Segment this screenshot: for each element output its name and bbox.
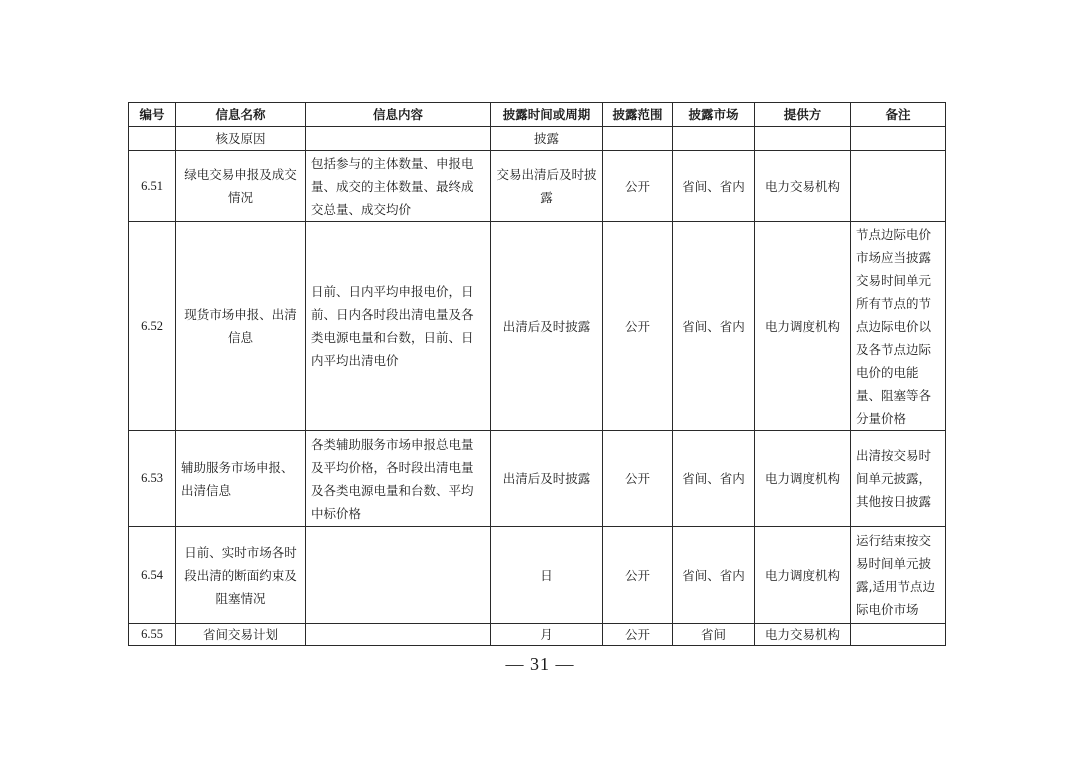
cell-info-content: 包括参与的主体数量、申报电量、成交的主体数量、最终成交总量、成交均价: [306, 151, 491, 222]
cell-number: 6.54: [129, 527, 176, 624]
cell-info-content: 日前、日内平均申报电价，日前、日内各时段出清电量及各类电源电量和台数，日前、日内平均出清电价: [306, 222, 491, 431]
cell-disclosure-scope: 公开: [603, 624, 673, 646]
cell-provider: 电力调度机构: [755, 431, 851, 527]
cell-note: [851, 151, 946, 222]
cell-provider: [755, 127, 851, 151]
cell-info-name: 核及原因: [176, 127, 306, 151]
cell-disclosure-time: 交易出清后及时披露: [491, 151, 603, 222]
cell-disclosure-market: 省间、省内: [673, 527, 755, 624]
cell-info-content: [306, 127, 491, 151]
cell-disclosure-market: [673, 127, 755, 151]
cell-info-name: 绿电交易申报及成交情况: [176, 151, 306, 222]
cell-note: [851, 127, 946, 151]
cell-disclosure-market: 省间、省内: [673, 151, 755, 222]
cell-info-content: [306, 624, 491, 646]
header-note: 备注: [851, 103, 946, 127]
header-disclosure-market: 披露市场: [673, 103, 755, 127]
cell-note: 出清按交易时间单元披露，其他按日披露: [851, 431, 946, 527]
cell-provider: 电力交易机构: [755, 151, 851, 222]
table-row: [129, 222, 946, 431]
cell-info-name: 辅助服务市场申报、出清信息: [176, 431, 306, 527]
cell-disclosure-scope: 公开: [603, 151, 673, 222]
header-number: 编号: [129, 103, 176, 127]
header-info-name: 信息名称: [176, 103, 306, 127]
table-row: [129, 127, 946, 151]
cell-disclosure-time: 出清后及时披露: [491, 431, 603, 527]
table-row: [129, 431, 946, 527]
table-row: [129, 151, 946, 222]
cell-disclosure-scope: 公开: [603, 222, 673, 431]
cell-disclosure-scope: 公开: [603, 527, 673, 624]
cell-note: 节点边际电价市场应当披露交易时间单元所有节点的节点边际电价以及各节点边际电价的电能量、阻塞等各分量价格: [851, 222, 946, 431]
cell-number: 6.55: [129, 624, 176, 646]
cell-disclosure-market: 省间、省内: [673, 431, 755, 527]
page-number: — 31 —: [505, 654, 575, 674]
cell-provider: 电力调度机构: [755, 222, 851, 431]
cell-disclosure-market: 省间、省内: [673, 222, 755, 431]
table-header-row: [129, 103, 946, 127]
cell-info-name: 省间交易计划: [176, 624, 306, 646]
header-provider: 提供方: [755, 103, 851, 127]
table-row: [129, 527, 946, 624]
disclosure-table: [128, 102, 946, 646]
cell-provider: 电力调度机构: [755, 527, 851, 624]
cell-provider: 电力交易机构: [755, 624, 851, 646]
cell-number: 6.52: [129, 222, 176, 431]
cell-info-content: 各类辅助服务市场申报总电量及平均价格，各时段出清电量及各类电源电量和台数、平均中标价格: [306, 431, 491, 527]
cell-number: 6.51: [129, 151, 176, 222]
cell-info-name: 现货市场申报、出清信息: [176, 222, 306, 431]
cell-disclosure-time: 月: [491, 624, 603, 646]
cell-number: 6.53: [129, 431, 176, 527]
cell-disclosure-time: 披露: [491, 127, 603, 151]
cell-info-name: 日前、实时市场各时段出清的断面约束及阻塞情况: [176, 527, 306, 624]
cell-disclosure-time: 出清后及时披露: [491, 222, 603, 431]
cell-info-content: [306, 527, 491, 624]
table-row: [129, 624, 946, 646]
cell-disclosure-scope: [603, 127, 673, 151]
cell-note: [851, 624, 946, 646]
header-disclosure-scope: 披露范围: [603, 103, 673, 127]
cell-note: 运行结束按交易时间单元披露,适用节点边际电价市场: [851, 527, 946, 624]
cell-disclosure-scope: 公开: [603, 431, 673, 527]
header-info-content: 信息内容: [306, 103, 491, 127]
cell-number: [129, 127, 176, 151]
cell-disclosure-market: 省间: [673, 624, 755, 646]
cell-disclosure-time: 日: [491, 527, 603, 624]
header-disclosure-time: 披露时间或周期: [491, 103, 603, 127]
